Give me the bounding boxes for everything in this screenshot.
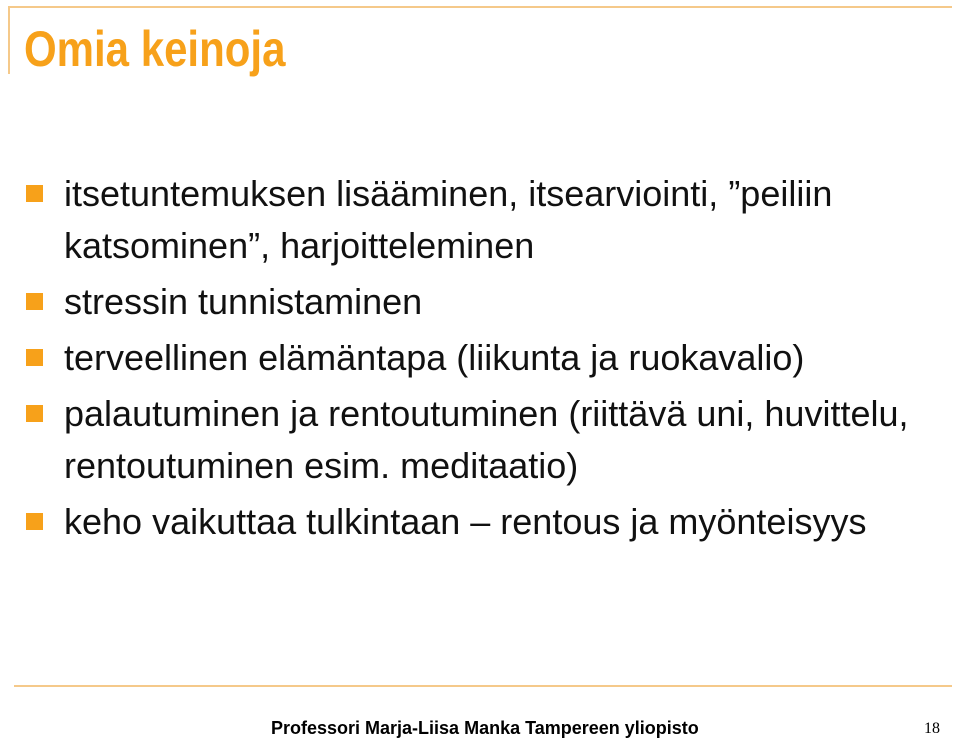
bullet-text: itsetuntemuksen lisääminen, itsearviointi, ”peiliin katsominen”, harjoitteleminen	[64, 173, 833, 266]
bullet-text: palautuminen ja rentoutuminen (riittävä uni, huvittelu, rentoutuminen esim. meditaatio)	[64, 393, 909, 486]
footer-divider	[14, 685, 952, 687]
bullet-item	[26, 332, 926, 384]
square-bullet-icon	[26, 513, 43, 530]
square-bullet-icon	[26, 349, 43, 366]
left-border-line	[8, 6, 10, 74]
bullet-item	[26, 388, 926, 492]
bullet-text: keho vaikuttaa tulkintaan – rentous ja myönteisyys	[64, 501, 867, 542]
bullet-text: stressin tunnistaminen	[64, 281, 423, 322]
slide-title: Omia keinoja	[24, 21, 286, 77]
square-bullet-icon	[26, 293, 43, 310]
bullet-list	[26, 168, 926, 552]
page-number: 18	[924, 720, 940, 737]
top-border-line	[8, 6, 952, 8]
bullet-text: terveellinen elämäntapa (liikunta ja ruokavalio)	[64, 337, 805, 378]
bullet-item	[26, 276, 926, 328]
bullet-item	[26, 168, 926, 272]
footer-author: Professori Marja-Liisa Manka Tampereen yliopisto	[271, 718, 699, 738]
bullet-item	[26, 496, 926, 548]
square-bullet-icon	[26, 405, 43, 422]
square-bullet-icon	[26, 185, 43, 202]
